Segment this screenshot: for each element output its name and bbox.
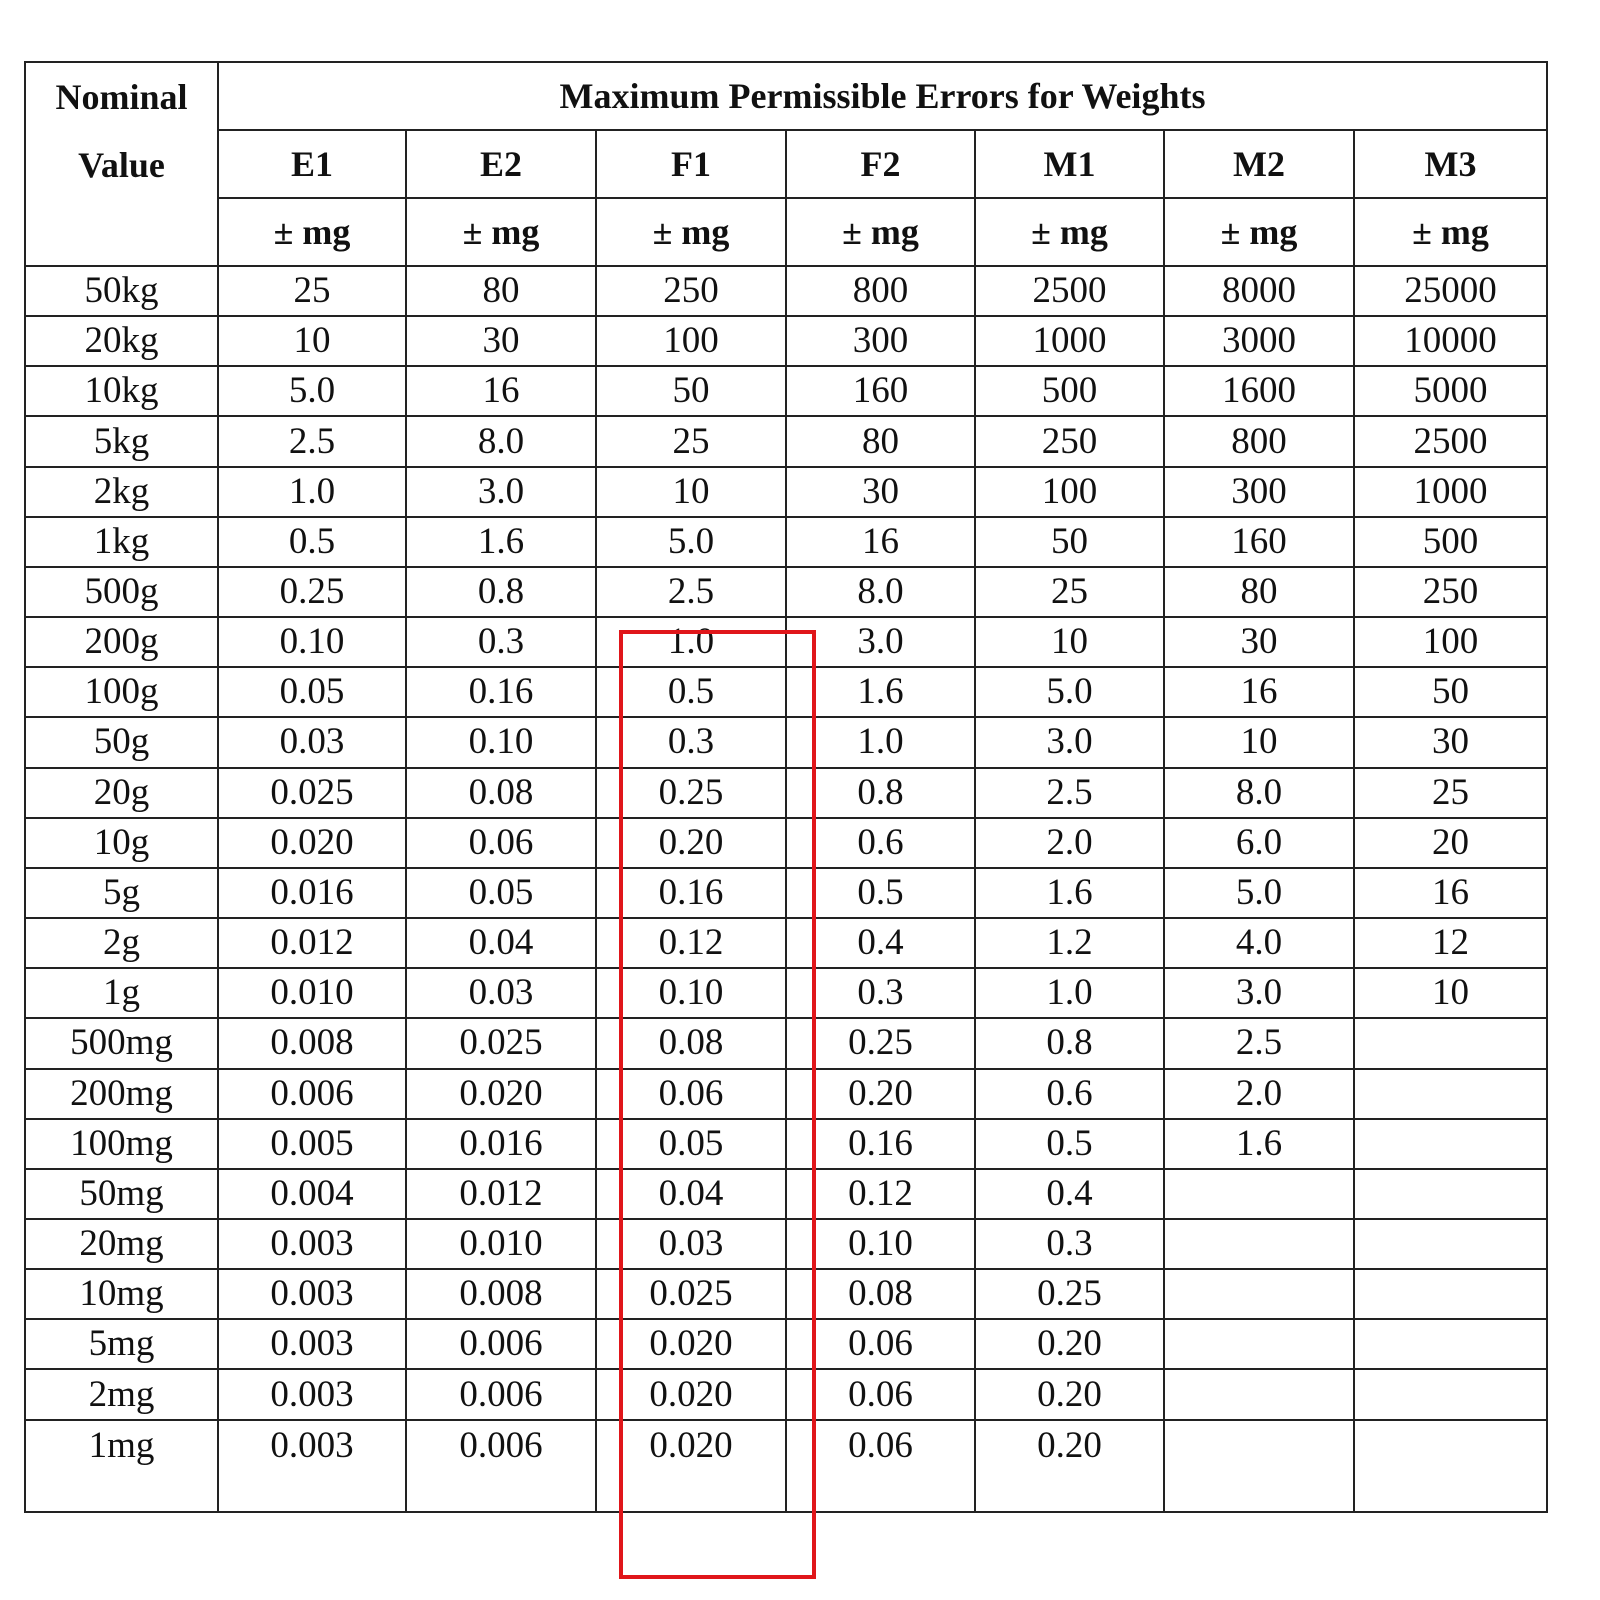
nominal-value-cell: 500g xyxy=(25,567,218,617)
table-row xyxy=(25,416,1547,466)
error-value-cell: 0.25 xyxy=(786,1018,975,1068)
error-value-cell: 30 xyxy=(406,316,596,366)
error-value-cell: 0.025 xyxy=(406,1018,596,1068)
mpe-table xyxy=(24,61,1548,1513)
nominal-value-cell: 5kg xyxy=(25,416,218,466)
error-value-cell: 25 xyxy=(596,416,786,466)
nominal-value-cell: 50g xyxy=(25,717,218,767)
error-value-cell: 0.25 xyxy=(218,567,406,617)
table-row xyxy=(25,717,1547,767)
error-value-cell: 1.6 xyxy=(1164,1119,1354,1169)
error-value-cell xyxy=(1354,1018,1547,1068)
error-value-cell: 5.0 xyxy=(975,667,1164,717)
error-value-cell: 800 xyxy=(786,266,975,316)
error-value-cell: 3.0 xyxy=(975,717,1164,767)
error-value-cell: 10 xyxy=(1354,968,1547,1018)
error-value-cell: 0.04 xyxy=(406,918,596,968)
error-value-cell xyxy=(1354,1319,1547,1369)
error-value-cell: 0.10 xyxy=(786,1219,975,1269)
error-value-cell: 0.020 xyxy=(596,1420,786,1512)
class-header-e1: E1 xyxy=(218,130,406,198)
nominal-value-cell: 10mg xyxy=(25,1269,218,1319)
error-value-cell: 5000 xyxy=(1354,366,1547,416)
error-value-cell: 0.4 xyxy=(786,918,975,968)
error-value-cell: 0.4 xyxy=(975,1169,1164,1219)
error-value-cell: 0.03 xyxy=(596,1219,786,1269)
error-value-cell: 0.04 xyxy=(596,1169,786,1219)
error-value-cell: 2.5 xyxy=(218,416,406,466)
error-value-cell: 16 xyxy=(406,366,596,416)
error-value-cell: 3000 xyxy=(1164,316,1354,366)
error-value-cell: 0.6 xyxy=(786,818,975,868)
error-value-cell xyxy=(1164,1169,1354,1219)
table-title: Maximum Permissible Errors for Weights xyxy=(218,62,1547,130)
unit-header-m1: ± mg xyxy=(975,198,1164,266)
error-value-cell: 80 xyxy=(1164,567,1354,617)
error-value-cell: 1600 xyxy=(1164,366,1354,416)
error-value-cell: 0.3 xyxy=(406,617,596,667)
error-value-cell: 0.16 xyxy=(596,868,786,918)
error-value-cell: 16 xyxy=(1164,667,1354,717)
error-value-cell: 0.12 xyxy=(786,1169,975,1219)
error-value-cell: 8.0 xyxy=(786,567,975,617)
nominal-value-cell: 500mg xyxy=(25,1018,218,1068)
error-value-cell: 0.10 xyxy=(406,717,596,767)
error-value-cell: 80 xyxy=(786,416,975,466)
unit-header-m2: ± mg xyxy=(1164,198,1354,266)
error-value-cell: 0.25 xyxy=(596,768,786,818)
error-value-cell: 80 xyxy=(406,266,596,316)
error-value-cell: 1.0 xyxy=(975,968,1164,1018)
class-header-m1: M1 xyxy=(975,130,1164,198)
error-value-cell: 1.0 xyxy=(218,467,406,517)
nominal-value-cell: 50kg xyxy=(25,266,218,316)
error-value-cell: 500 xyxy=(1354,517,1547,567)
error-value-cell: 2500 xyxy=(1354,416,1547,466)
error-value-cell: 25000 xyxy=(1354,266,1547,316)
unit-header-f2: ± mg xyxy=(786,198,975,266)
table-row xyxy=(25,617,1547,667)
unit-header-e2: ± mg xyxy=(406,198,596,266)
error-value-cell: 0.006 xyxy=(218,1069,406,1119)
error-value-cell: 0.016 xyxy=(406,1119,596,1169)
weights-error-table-sheet xyxy=(24,61,1546,1513)
table-row xyxy=(25,918,1547,968)
table-row xyxy=(25,467,1547,517)
error-value-cell: 0.05 xyxy=(596,1119,786,1169)
table-row xyxy=(25,1169,1547,1219)
error-value-cell xyxy=(1354,1219,1547,1269)
error-value-cell: 4.0 xyxy=(1164,918,1354,968)
nominal-value-cell: 20kg xyxy=(25,316,218,366)
error-value-cell: 10 xyxy=(218,316,406,366)
error-value-cell: 0.06 xyxy=(406,818,596,868)
error-value-cell: 50 xyxy=(596,366,786,416)
table-row xyxy=(25,1069,1547,1119)
error-value-cell: 0.20 xyxy=(786,1069,975,1119)
error-value-cell: 300 xyxy=(786,316,975,366)
class-header-m3: M3 xyxy=(1354,130,1547,198)
error-value-cell: 6.0 xyxy=(1164,818,1354,868)
error-value-cell: 1.0 xyxy=(786,717,975,767)
nominal-value-cell: 100g xyxy=(25,667,218,717)
error-value-cell: 0.025 xyxy=(218,768,406,818)
error-value-cell: 1.2 xyxy=(975,918,1164,968)
error-value-cell: 250 xyxy=(596,266,786,316)
error-value-cell: 1000 xyxy=(1354,467,1547,517)
error-value-cell: 50 xyxy=(975,517,1164,567)
table-row xyxy=(25,1369,1547,1419)
error-value-cell: 0.003 xyxy=(218,1319,406,1369)
error-value-cell: 100 xyxy=(596,316,786,366)
table-row xyxy=(25,1219,1547,1269)
error-value-cell: 1.6 xyxy=(786,667,975,717)
error-value-cell: 800 xyxy=(1164,416,1354,466)
error-value-cell: 3.0 xyxy=(786,617,975,667)
error-value-cell: 0.020 xyxy=(406,1069,596,1119)
table-row xyxy=(25,1269,1547,1319)
table-header xyxy=(25,62,1547,266)
error-value-cell: 0.020 xyxy=(596,1319,786,1369)
error-value-cell: 0.06 xyxy=(596,1069,786,1119)
table-row xyxy=(25,366,1547,416)
error-value-cell xyxy=(1164,1269,1354,1319)
error-value-cell: 250 xyxy=(975,416,1164,466)
error-value-cell: 0.016 xyxy=(218,868,406,918)
error-value-cell: 0.010 xyxy=(218,968,406,1018)
nominal-value-cell: 10kg xyxy=(25,366,218,416)
error-value-cell xyxy=(1164,1319,1354,1369)
error-value-cell: 0.10 xyxy=(596,968,786,1018)
error-value-cell: 0.12 xyxy=(596,918,786,968)
error-value-cell: 0.16 xyxy=(786,1119,975,1169)
error-value-cell: 10000 xyxy=(1354,316,1547,366)
table-row xyxy=(25,768,1547,818)
error-value-cell: 0.10 xyxy=(218,617,406,667)
nominal-value-cell: 2g xyxy=(25,918,218,968)
error-value-cell: 0.20 xyxy=(975,1420,1164,1512)
error-value-cell xyxy=(1354,1269,1547,1319)
error-value-cell: 5.0 xyxy=(218,366,406,416)
error-value-cell: 0.20 xyxy=(596,818,786,868)
error-value-cell: 0.003 xyxy=(218,1369,406,1419)
nominal-value-cell: 100mg xyxy=(25,1119,218,1169)
error-value-cell: 0.5 xyxy=(786,868,975,918)
class-header-row xyxy=(25,130,1547,198)
table-row xyxy=(25,868,1547,918)
error-value-cell: 25 xyxy=(218,266,406,316)
error-value-cell xyxy=(1354,1119,1547,1169)
error-value-cell: 12 xyxy=(1354,918,1547,968)
error-value-cell: 8.0 xyxy=(1164,768,1354,818)
error-value-cell: 30 xyxy=(786,467,975,517)
error-value-cell: 0.08 xyxy=(786,1269,975,1319)
error-value-cell: 0.006 xyxy=(406,1420,596,1512)
error-value-cell: 0.008 xyxy=(218,1018,406,1068)
error-value-cell: 0.012 xyxy=(218,918,406,968)
table-row xyxy=(25,1420,1547,1512)
error-value-cell: 0.08 xyxy=(596,1018,786,1068)
error-value-cell xyxy=(1164,1219,1354,1269)
nominal-value-cell: 2mg xyxy=(25,1369,218,1419)
error-value-cell: 0.25 xyxy=(975,1269,1164,1319)
error-value-cell: 0.010 xyxy=(406,1219,596,1269)
class-header-e2: E2 xyxy=(406,130,596,198)
error-value-cell: 0.6 xyxy=(975,1069,1164,1119)
table-row xyxy=(25,968,1547,1018)
error-value-cell: 0.16 xyxy=(406,667,596,717)
table-row xyxy=(25,567,1547,617)
error-value-cell: 25 xyxy=(1354,768,1547,818)
error-value-cell: 100 xyxy=(1354,617,1547,667)
error-value-cell: 0.06 xyxy=(786,1420,975,1512)
error-value-cell: 0.8 xyxy=(786,768,975,818)
nominal-value-cell: 10g xyxy=(25,818,218,868)
nominal-value-cell: 1g xyxy=(25,968,218,1018)
error-value-cell: 0.05 xyxy=(218,667,406,717)
error-value-cell: 0.8 xyxy=(975,1018,1164,1068)
error-value-cell: 0.06 xyxy=(786,1319,975,1369)
error-value-cell: 0.8 xyxy=(406,567,596,617)
error-value-cell: 0.08 xyxy=(406,768,596,818)
unit-header-e1: ± mg xyxy=(218,198,406,266)
error-value-cell: 8.0 xyxy=(406,416,596,466)
table-row xyxy=(25,316,1547,366)
table-row xyxy=(25,517,1547,567)
error-value-cell: 1000 xyxy=(975,316,1164,366)
table-row xyxy=(25,1119,1547,1169)
table-row xyxy=(25,266,1547,316)
unit-header-row xyxy=(25,198,1547,266)
error-value-cell: 10 xyxy=(1164,717,1354,767)
error-value-cell: 0.020 xyxy=(218,818,406,868)
error-value-cell: 0.06 xyxy=(786,1369,975,1419)
error-value-cell: 0.003 xyxy=(218,1269,406,1319)
error-value-cell xyxy=(1164,1369,1354,1419)
error-value-cell: 0.3 xyxy=(975,1219,1164,1269)
error-value-cell xyxy=(1354,1169,1547,1219)
error-value-cell: 10 xyxy=(975,617,1164,667)
error-value-cell: 30 xyxy=(1354,717,1547,767)
nominal-value-cell: 1kg xyxy=(25,517,218,567)
error-value-cell: 160 xyxy=(786,366,975,416)
unit-header-f1: ± mg xyxy=(596,198,786,266)
nominal-line-2: Value xyxy=(78,145,165,185)
table-row xyxy=(25,1018,1547,1068)
class-header-f2: F2 xyxy=(786,130,975,198)
error-value-cell: 1.6 xyxy=(975,868,1164,918)
error-value-cell: 0.003 xyxy=(218,1420,406,1512)
error-value-cell: 0.025 xyxy=(596,1269,786,1319)
error-value-cell: 2.5 xyxy=(596,567,786,617)
error-value-cell: 0.003 xyxy=(218,1219,406,1269)
error-value-cell: 250 xyxy=(1354,567,1547,617)
error-value-cell: 0.03 xyxy=(406,968,596,1018)
error-value-cell: 30 xyxy=(1164,617,1354,667)
error-value-cell: 2500 xyxy=(975,266,1164,316)
error-value-cell: 2.0 xyxy=(975,818,1164,868)
error-value-cell: 0.006 xyxy=(406,1369,596,1419)
error-value-cell: 8000 xyxy=(1164,266,1354,316)
nominal-value-header xyxy=(25,62,218,266)
error-value-cell: 3.0 xyxy=(406,467,596,517)
error-value-cell: 0.5 xyxy=(975,1119,1164,1169)
error-value-cell: 20 xyxy=(1354,818,1547,868)
table-row xyxy=(25,818,1547,868)
table-row xyxy=(25,1319,1547,1369)
error-value-cell: 0.004 xyxy=(218,1169,406,1219)
error-value-cell: 0.5 xyxy=(596,667,786,717)
class-header-m2: M2 xyxy=(1164,130,1354,198)
nominal-value-cell: 5mg xyxy=(25,1319,218,1369)
nominal-value-cell: 200mg xyxy=(25,1069,218,1119)
error-value-cell: 0.20 xyxy=(975,1319,1164,1369)
error-value-cell: 0.5 xyxy=(218,517,406,567)
error-value-cell: 0.3 xyxy=(596,717,786,767)
error-value-cell: 160 xyxy=(1164,517,1354,567)
nominal-value-cell: 2kg xyxy=(25,467,218,517)
nominal-line-1: Nominal xyxy=(55,77,188,117)
error-value-cell: 1.6 xyxy=(406,517,596,567)
error-value-cell: 300 xyxy=(1164,467,1354,517)
error-value-cell xyxy=(1354,1369,1547,1419)
error-value-cell xyxy=(1164,1420,1354,1512)
error-value-cell: 0.03 xyxy=(218,717,406,767)
error-value-cell: 2.5 xyxy=(975,768,1164,818)
error-value-cell: 3.0 xyxy=(1164,968,1354,1018)
error-value-cell: 0.20 xyxy=(975,1369,1164,1419)
error-value-cell: 0.3 xyxy=(786,968,975,1018)
unit-header-m3: ± mg xyxy=(1354,198,1547,266)
error-value-cell: 2.5 xyxy=(1164,1018,1354,1068)
nominal-value-cell: 50mg xyxy=(25,1169,218,1219)
error-value-cell: 16 xyxy=(786,517,975,567)
error-value-cell: 5.0 xyxy=(1164,868,1354,918)
error-value-cell xyxy=(1354,1069,1547,1119)
nominal-value-cell: 1mg xyxy=(25,1420,218,1512)
error-value-cell: 0.008 xyxy=(406,1269,596,1319)
nominal-value-cell: 5g xyxy=(25,868,218,918)
class-header-f1: F1 xyxy=(596,130,786,198)
error-value-cell: 0.020 xyxy=(596,1369,786,1419)
error-value-cell: 1.0 xyxy=(596,617,786,667)
error-value-cell: 0.012 xyxy=(406,1169,596,1219)
header-title-row xyxy=(25,62,1547,130)
error-value-cell: 50 xyxy=(1354,667,1547,717)
nominal-value-cell: 20g xyxy=(25,768,218,818)
error-value-cell: 25 xyxy=(975,567,1164,617)
error-value-cell: 500 xyxy=(975,366,1164,416)
table-row xyxy=(25,667,1547,717)
error-value-cell: 5.0 xyxy=(596,517,786,567)
error-value-cell: 16 xyxy=(1354,868,1547,918)
error-value-cell: 10 xyxy=(596,467,786,517)
error-value-cell xyxy=(1354,1420,1547,1512)
error-value-cell: 0.005 xyxy=(218,1119,406,1169)
error-value-cell: 0.05 xyxy=(406,868,596,918)
nominal-value-cell: 200g xyxy=(25,617,218,667)
table-body xyxy=(25,266,1547,1512)
error-value-cell: 100 xyxy=(975,467,1164,517)
nominal-value-cell: 20mg xyxy=(25,1219,218,1269)
error-value-cell: 0.006 xyxy=(406,1319,596,1369)
error-value-cell: 2.0 xyxy=(1164,1069,1354,1119)
